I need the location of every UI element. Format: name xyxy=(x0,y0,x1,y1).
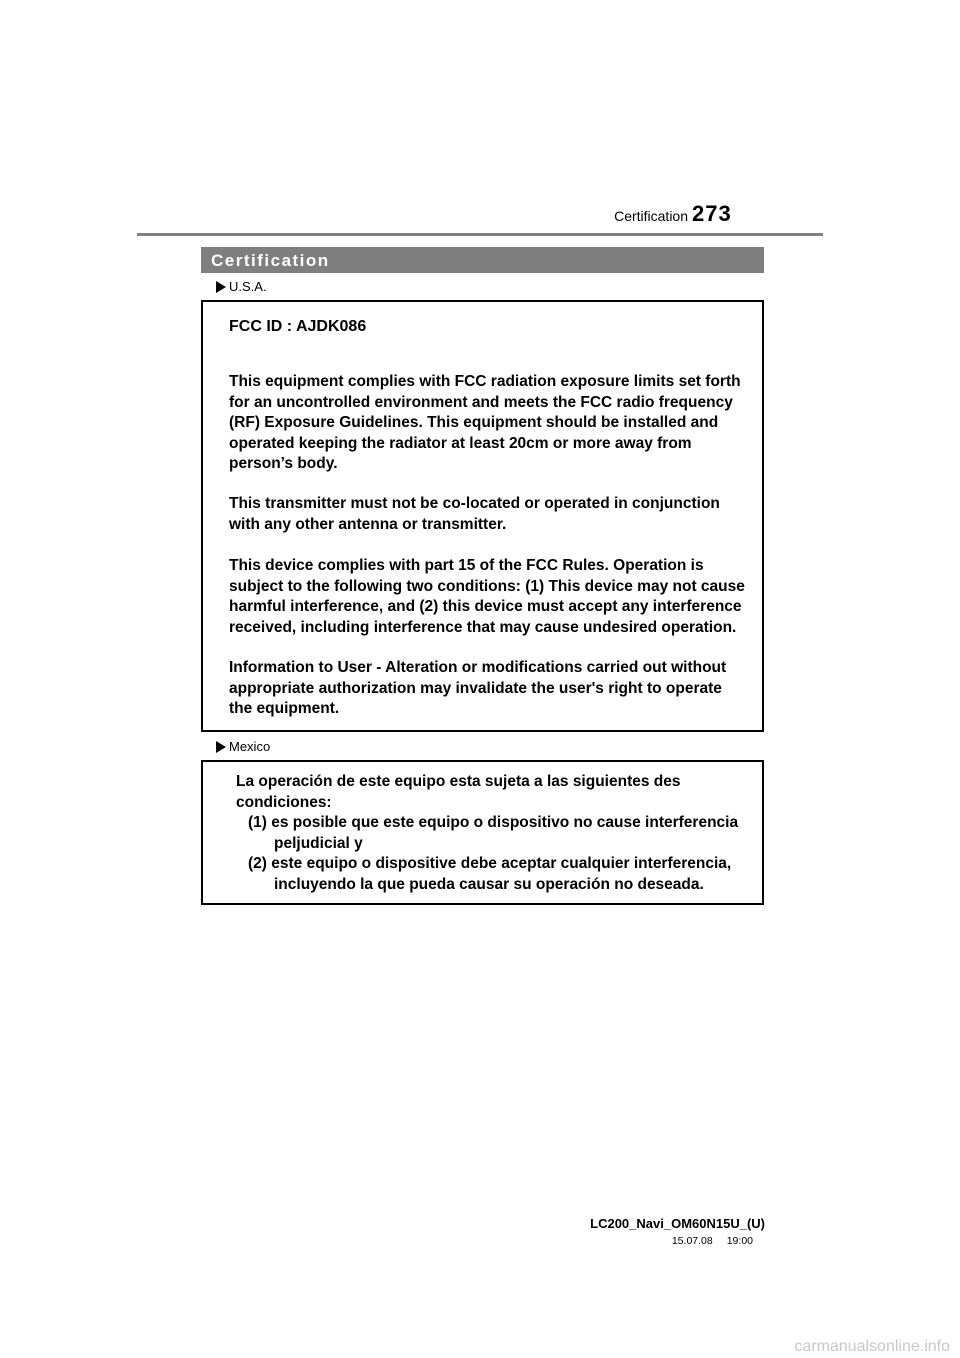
mexico-condition-2-cont: incluyendo la que pueda causar su operación no deseada. xyxy=(274,875,704,893)
fcc-paragraph-user-info: Information to User - Alteration or modifications carried out without appropriate authorization may invalidate the user's right to operate the equipment. xyxy=(229,659,727,717)
document-time: 19:00 xyxy=(726,1235,753,1247)
fcc-paragraph-part15: This device complies with part 15 of the FCC Rules. Operation is subject to the following two conditions: (1) This device may not cause harmful interference, and (2) this device must accept any interference received, including interference that may cause undesired operation. xyxy=(229,557,745,636)
document-code: LC200_Navi_OM60N15U_(U) xyxy=(590,1216,765,1231)
page-number: 273 xyxy=(692,201,732,226)
triangle-bullet-icon xyxy=(216,281,226,293)
mexico-intro: La operación de este equipo esta sujeta a las siguientes des condiciones: xyxy=(236,773,681,811)
mexico-marker xyxy=(216,739,270,754)
fcc-paragraph-colocation: This transmitter must not be co-located or operated in conjunction with any other antenna or transmitter. xyxy=(229,495,720,533)
mexico-condition-2: (2) este equipo o dispositive debe aceptar cualquier interferencia, xyxy=(248,855,732,872)
document-timestamp xyxy=(560,1235,753,1247)
fcc-id: FCC ID : AJDK086 xyxy=(229,318,367,335)
triangle-bullet-icon xyxy=(216,741,226,753)
watermark: carmanualsonline.info xyxy=(794,1338,950,1355)
mexico-marker-label: Mexico xyxy=(229,739,271,754)
usa-marker xyxy=(216,279,267,294)
mexico-statement xyxy=(236,772,756,895)
header-divider xyxy=(137,233,823,236)
document-date: 15.07.08 xyxy=(671,1235,713,1247)
usa-fcc-statement-box xyxy=(201,300,764,732)
mexico-statement-box xyxy=(201,760,764,905)
section-heading: Certification xyxy=(211,251,330,270)
mexico-condition-1: (1) es posible que este equipo o dispositivo no cause interferencia xyxy=(248,814,739,831)
usa-marker-label: U.S.A. xyxy=(229,279,267,294)
mexico-condition-1-cont: peljudicial y xyxy=(274,834,363,852)
running-header-title: Certification xyxy=(614,208,688,224)
fcc-paragraph-exposure: This equipment complies with FCC radiation exposure limits set forth for an uncontrolled environment and meets the FCC radio frequency (RF) Exposure Guidelines. This equipment should be installed and operated keeping the radiator at least 20cm or more away from person’s body. xyxy=(229,373,741,472)
